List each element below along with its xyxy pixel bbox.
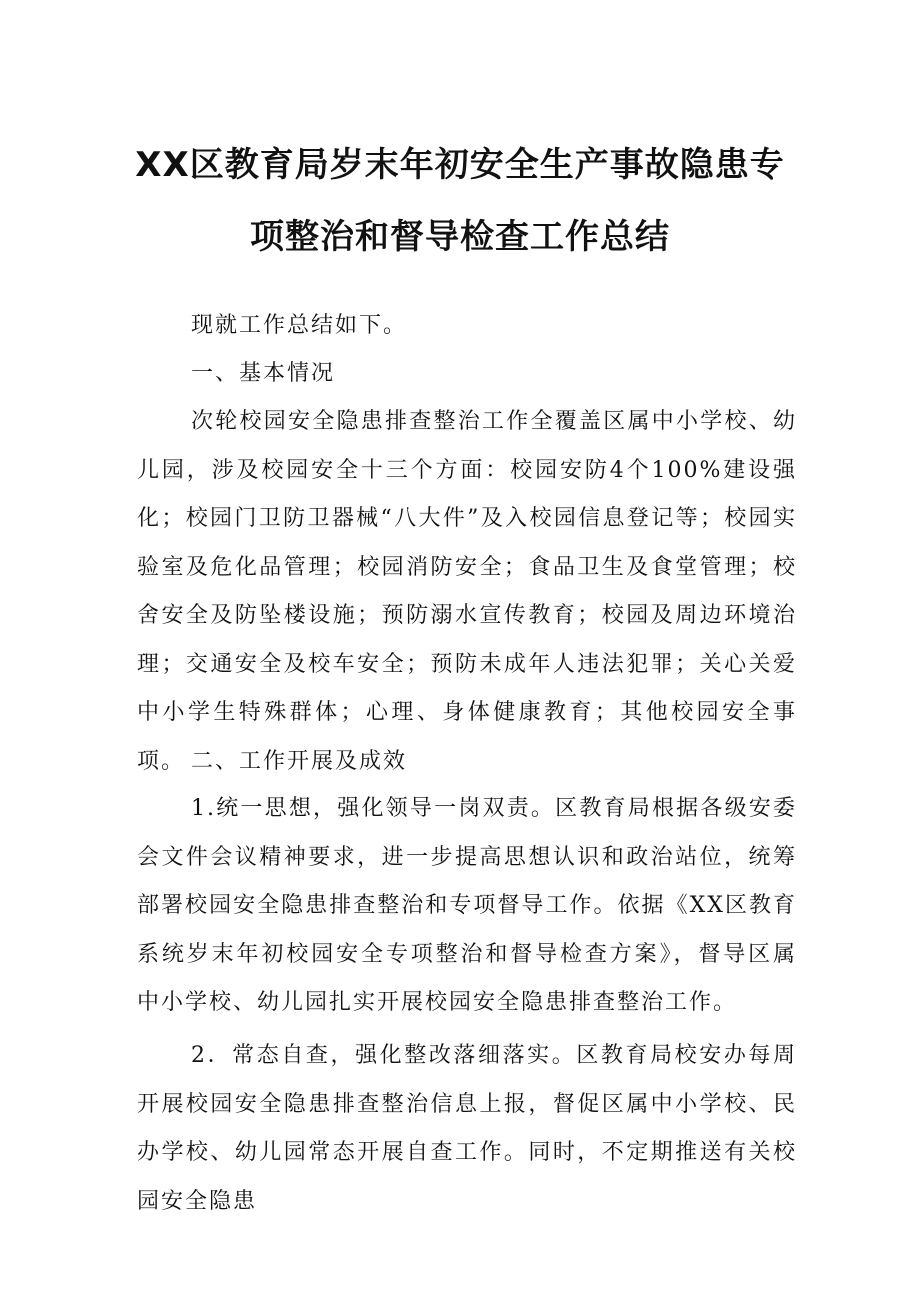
paragraph-item-2 bbox=[137, 1032, 797, 1226]
paragraph-text: 1.统一思想，强化领导一岗双责。区教育局根据各级安委会文件会议精神要求，进一步提高思想认识和政治站位，统筹部署校园安全隐患排查整治和专项督导工作。依据《XX区教育系统岁末年初校园安全专项整治和督导检查方案》，督导区属中小学校、幼儿园扎实开展校园安全隐患排查整治工作。 bbox=[137, 796, 797, 1015]
section-heading-text: 一、基本情况 bbox=[191, 361, 336, 386]
paragraph-item-1 bbox=[137, 785, 797, 1028]
section-heading-text: 二、工作开展及成效 bbox=[191, 749, 408, 774]
paragraph-basic-situation bbox=[137, 398, 797, 786]
section-heading-basic bbox=[137, 350, 797, 399]
paragraph-text: 次轮校园安全隐患排查整治工作全覆盖区属中小学校、幼儿园，涉及校园安全十三个方面：校园安防4个100%建设强化；校园门卫防卫器械“八大件”及入校园信息登记等；校园实验室及危化品管理；校园消防安全；食品卫生及食堂管理；校舍安全及防坠楼设施；预防溺水宣传教育；校园及周边环境治理；交通安全及校车安全；预防未成年人违法犯罪；关心关爱中小学生特殊群体；心理、身体健康教育；其他校园安全事项。 bbox=[137, 409, 797, 774]
section-heading-work bbox=[137, 738, 797, 787]
paragraph-text: 现就工作总结如下。 bbox=[191, 313, 408, 338]
paragraph-text: 2．常态自查，强化整改落细落实。区教育局校安办每周开展校园安全隐患排查整治信息上报，督促区属中小学校、民办学校、幼儿园常态开展自查工作。同时，不定期推送有关校园安全隐患 bbox=[137, 1043, 797, 1214]
paragraph-intro bbox=[137, 302, 797, 351]
document-title-line-1: XX区教育局岁末年初安全生产事故隐患专 bbox=[135, 145, 785, 185]
document-title-line-2: 项整治和督导检查工作总结 bbox=[250, 217, 670, 257]
